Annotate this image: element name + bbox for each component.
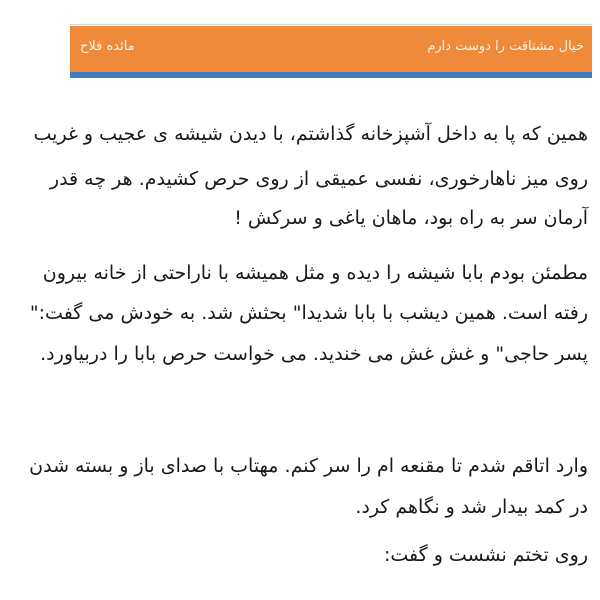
text-line: همین که پا به داخل آشپزخانه گذاشتم، با دیدن شیشه ی عجیب و غریب xyxy=(33,123,588,145)
text-line: در کمد بیدار شد و نگاهم کرد. xyxy=(355,496,588,518)
text-line: روی میز ناهارخوری، نفسی عمیقی از روی حرص کشیدم. هر چه قدر xyxy=(49,168,588,190)
text-line: پسر حاجی" و غش غش می خندید. می خواست حرص بابا را دربیاورد. xyxy=(40,343,588,365)
text-line: آرمان سر به راه بود، ماهان یاغی و سرکش ! xyxy=(234,207,588,229)
text-line: رفته است. همین دیشب با بابا شدیدا" بحثش شد. به خودش می گفت:" xyxy=(29,302,588,324)
text-line: وارد اتاقم شدم تا مقنعه ام را سر کنم. مهتاب با صدای باز و بسته شدن xyxy=(29,455,588,477)
text-line: روی تختم نشست و گفت: xyxy=(383,544,588,566)
book-title: خیال مشتاقت را دوست دارم xyxy=(427,39,584,54)
story-body xyxy=(29,0,592,600)
text-line: مطمئن بودم بابا شیشه را دیده و مثل همیشه با ناراحتی از خانه بیرون xyxy=(42,262,588,284)
author-name: مائده فلاح xyxy=(80,39,135,54)
